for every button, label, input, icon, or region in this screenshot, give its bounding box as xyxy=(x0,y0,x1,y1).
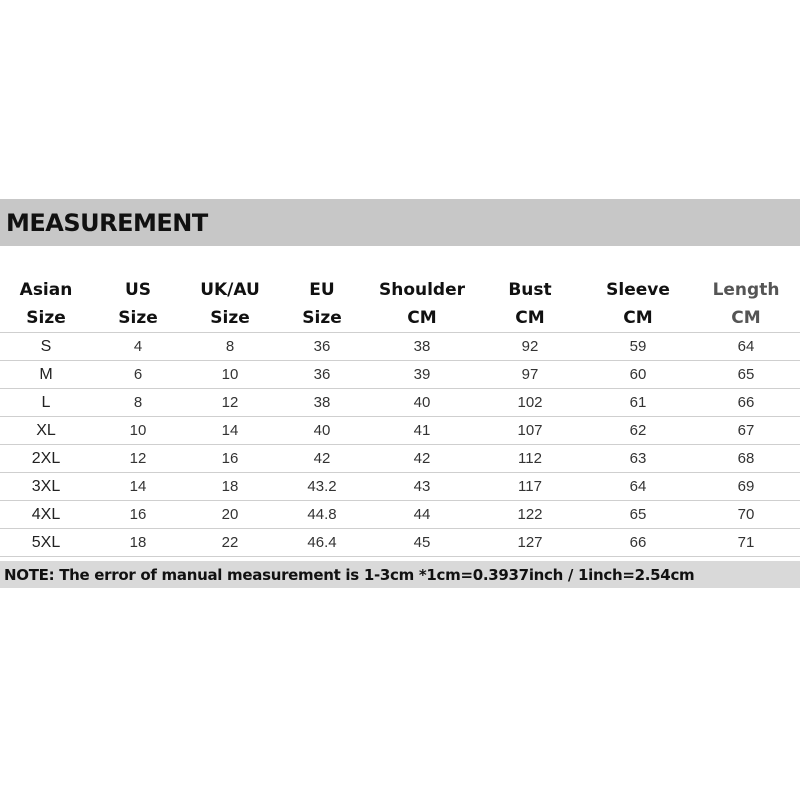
table-cell: 44 xyxy=(368,501,476,529)
table-cell: 40 xyxy=(276,417,368,445)
table-cell: 38 xyxy=(276,389,368,417)
table-cell: 4XL xyxy=(0,501,92,529)
page-title: MEASUREMENT xyxy=(6,208,208,237)
table-cell: 68 xyxy=(692,445,800,473)
table-cell: 64 xyxy=(692,333,800,361)
table-cell: 67 xyxy=(692,417,800,445)
table-cell: 10 xyxy=(184,361,276,389)
table-cell: 97 xyxy=(476,361,584,389)
table-cell: 12 xyxy=(92,445,184,473)
table-cell: 16 xyxy=(184,445,276,473)
table-cell: 122 xyxy=(476,501,584,529)
table-cell: 36 xyxy=(276,333,368,361)
column-header: EU Size xyxy=(302,280,342,328)
table-cell: 64 xyxy=(584,473,692,501)
table-cell: 8 xyxy=(92,389,184,417)
table-row xyxy=(0,333,800,361)
table-cell: XL xyxy=(0,417,92,445)
table-cell: 60 xyxy=(584,361,692,389)
table-cell: 42 xyxy=(368,445,476,473)
table-cell: 117 xyxy=(476,473,584,501)
table-cell: 12 xyxy=(184,389,276,417)
table-cell: 62 xyxy=(584,417,692,445)
table-cell: 5XL xyxy=(0,529,92,557)
table-cell: 36 xyxy=(276,361,368,389)
column-header: Shoulder CM xyxy=(378,280,466,328)
table-row xyxy=(0,529,800,557)
table-cell: 46.4 xyxy=(276,529,368,557)
table-row xyxy=(0,445,800,473)
measurement-note: NOTE: The error of manual measurement is 1-3cm *1cm=0.3937inch / 1inch=2.54cm xyxy=(4,565,695,584)
table-cell: S xyxy=(0,333,92,361)
table-cell: 102 xyxy=(476,389,584,417)
column-header: Asian Size xyxy=(19,280,73,328)
table-cell: 70 xyxy=(692,501,800,529)
table-cell: 41 xyxy=(368,417,476,445)
table-cell: 61 xyxy=(584,389,692,417)
table-cell: 66 xyxy=(584,529,692,557)
table-cell: 45 xyxy=(368,529,476,557)
table-cell: 18 xyxy=(184,473,276,501)
column-header: Length CM xyxy=(712,280,780,328)
table-body xyxy=(0,333,800,557)
table-cell: 66 xyxy=(692,389,800,417)
table-cell: 69 xyxy=(692,473,800,501)
table-cell: 14 xyxy=(92,473,184,501)
title-bar xyxy=(0,199,800,246)
table-row xyxy=(0,473,800,501)
table-cell: 8 xyxy=(184,333,276,361)
table-cell: 43 xyxy=(368,473,476,501)
table-row xyxy=(0,501,800,529)
table-cell: 2XL xyxy=(0,445,92,473)
table-cell: 44.8 xyxy=(276,501,368,529)
size-table xyxy=(0,276,800,557)
table-cell: 39 xyxy=(368,361,476,389)
column-header: Sleeve CM xyxy=(606,280,670,328)
table-cell: 10 xyxy=(92,417,184,445)
table-cell: 18 xyxy=(92,529,184,557)
table-cell: 92 xyxy=(476,333,584,361)
table-cell: 71 xyxy=(692,529,800,557)
table-cell: 65 xyxy=(584,501,692,529)
table-row xyxy=(0,389,800,417)
table-cell: 43.2 xyxy=(276,473,368,501)
table-cell: 59 xyxy=(584,333,692,361)
table-cell: 20 xyxy=(184,501,276,529)
table-row xyxy=(0,361,800,389)
table-cell: 22 xyxy=(184,529,276,557)
table-cell: 6 xyxy=(92,361,184,389)
table-cell: L xyxy=(0,389,92,417)
table-cell: 127 xyxy=(476,529,584,557)
note-bar xyxy=(0,561,800,588)
table-cell: 14 xyxy=(184,417,276,445)
table-cell: 4 xyxy=(92,333,184,361)
table-cell: 107 xyxy=(476,417,584,445)
table-cell: 16 xyxy=(92,501,184,529)
table-cell: 3XL xyxy=(0,473,92,501)
table-header-row xyxy=(0,276,800,333)
table-cell: 38 xyxy=(368,333,476,361)
table-cell: M xyxy=(0,361,92,389)
column-header: UK/AU Size xyxy=(200,280,260,328)
column-header: Bust CM xyxy=(508,280,552,328)
table-cell: 112 xyxy=(476,445,584,473)
table-cell: 42 xyxy=(276,445,368,473)
table-cell: 40 xyxy=(368,389,476,417)
table-cell: 65 xyxy=(692,361,800,389)
table-cell: 63 xyxy=(584,445,692,473)
column-header: US Size xyxy=(118,280,158,328)
table-row xyxy=(0,417,800,445)
